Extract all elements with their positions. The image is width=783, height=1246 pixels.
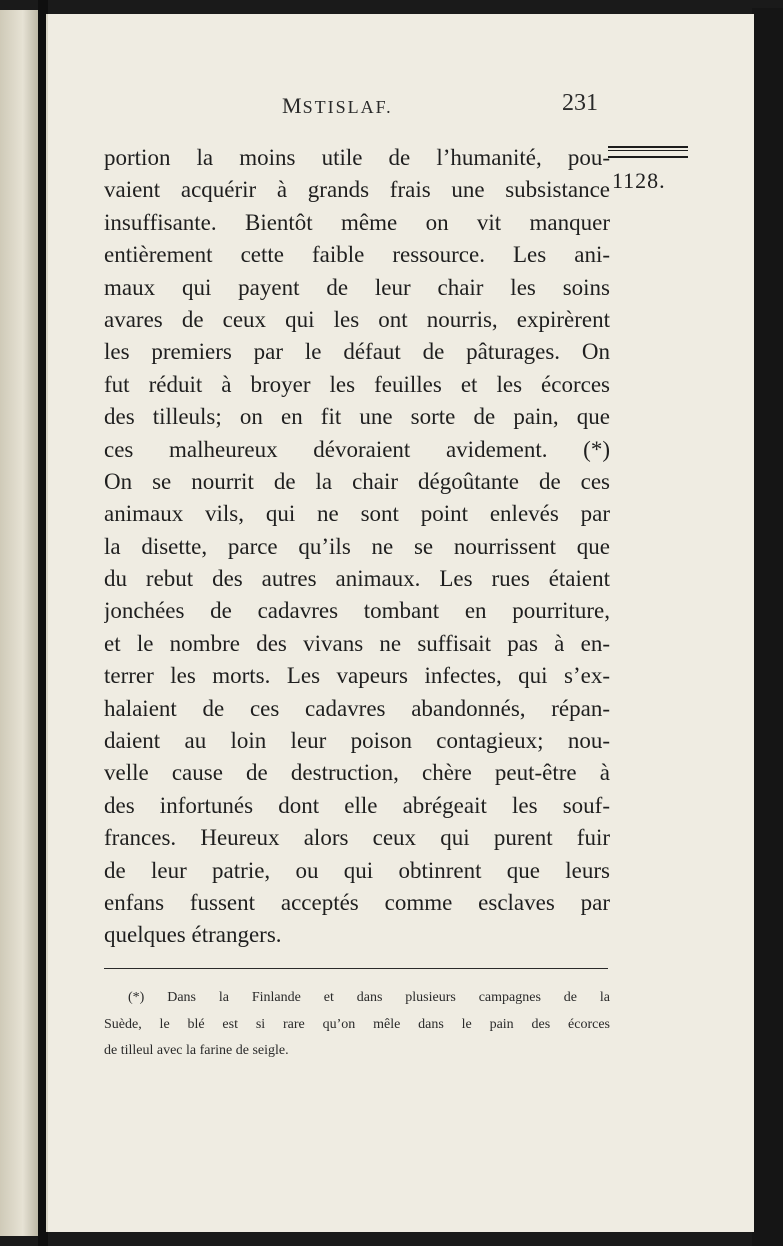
- footnote: [104, 985, 610, 1065]
- running-title-rest: STISLAF.: [302, 97, 393, 117]
- footnote-line: de tilleul avec la farine de seigle.: [104, 1043, 289, 1058]
- text-line: frances. Heureux alors ceux qui purent fuir: [104, 825, 610, 851]
- text-line: la disette, parce qu’ils ne se nourrissent que: [104, 533, 610, 559]
- text-line: daient au loin leur poison contagieux; nou-: [104, 728, 610, 754]
- text-line: entièrement cette faible ressource. Les ani-: [104, 242, 610, 268]
- text-line: des tilleuls; on en fit une sorte de pain, que: [104, 404, 610, 430]
- text-line: vaient acquérir à grands frais une subsistance: [104, 177, 610, 203]
- text-line: animaux vils, qui ne sont point enlevés par: [104, 501, 610, 527]
- footnote-rule: [104, 968, 608, 969]
- margin-rule: [608, 146, 688, 158]
- text-line: maux qui payent de leur chair les soins: [104, 274, 610, 300]
- text-line: avares de ceux qui les ont nourris, expirèrent: [104, 306, 610, 332]
- text-line: portion la moins utile de l’humanité, pou-: [104, 145, 610, 170]
- text-line: et le nombre des vivans ne suffisait pas à en-: [104, 630, 610, 656]
- scan-background: [752, 8, 783, 1246]
- text-line: velle cause de destruction, chère peut-être à: [104, 760, 610, 786]
- text-line: les premiers par le défaut de pâturages. On: [104, 339, 610, 365]
- text-line: insuffisante. Bientôt même on vit manquer: [104, 209, 610, 235]
- footnote-line: (*) Dans la Finlande et dans plusieurs campagnes de la: [128, 990, 610, 1005]
- running-title: [282, 93, 393, 119]
- previous-page-edge: [0, 10, 38, 1236]
- text-line: ces malheureux dévoraient avidement. (*): [104, 436, 610, 462]
- text-line: des infortunés dont elle abrégeait les souf-: [104, 792, 610, 818]
- footnote-line: Suède, le blé est si rare qu’on mêle dans le pain des écorces: [104, 1016, 610, 1032]
- text-line: fut réduit à broyer les feuilles et les écorces: [104, 371, 610, 397]
- text-line: jonchées de cadavres tombant en pourriture,: [104, 598, 610, 624]
- text-line: enfans fussent acceptés comme esclaves par: [104, 889, 610, 915]
- running-title-initial: M: [282, 93, 303, 118]
- text-line: quelques étrangers.: [104, 922, 282, 948]
- body-text: [104, 142, 610, 952]
- text-line: du rebut des autres animaux. Les rues étaient: [104, 566, 610, 592]
- text-line: de leur patrie, ou qui obtinrent que leurs: [104, 857, 610, 883]
- text-line: On se nourrit de la chair dégoûtante de ces: [104, 468, 610, 494]
- text-line: halaient de ces cadavres abandonnés, répan-: [104, 695, 610, 721]
- text-line: terrer les morts. Les vapeurs infectes, qui s’ex-: [104, 663, 610, 689]
- margin-year: 1128.: [612, 168, 666, 193]
- page-number: 231: [562, 90, 598, 116]
